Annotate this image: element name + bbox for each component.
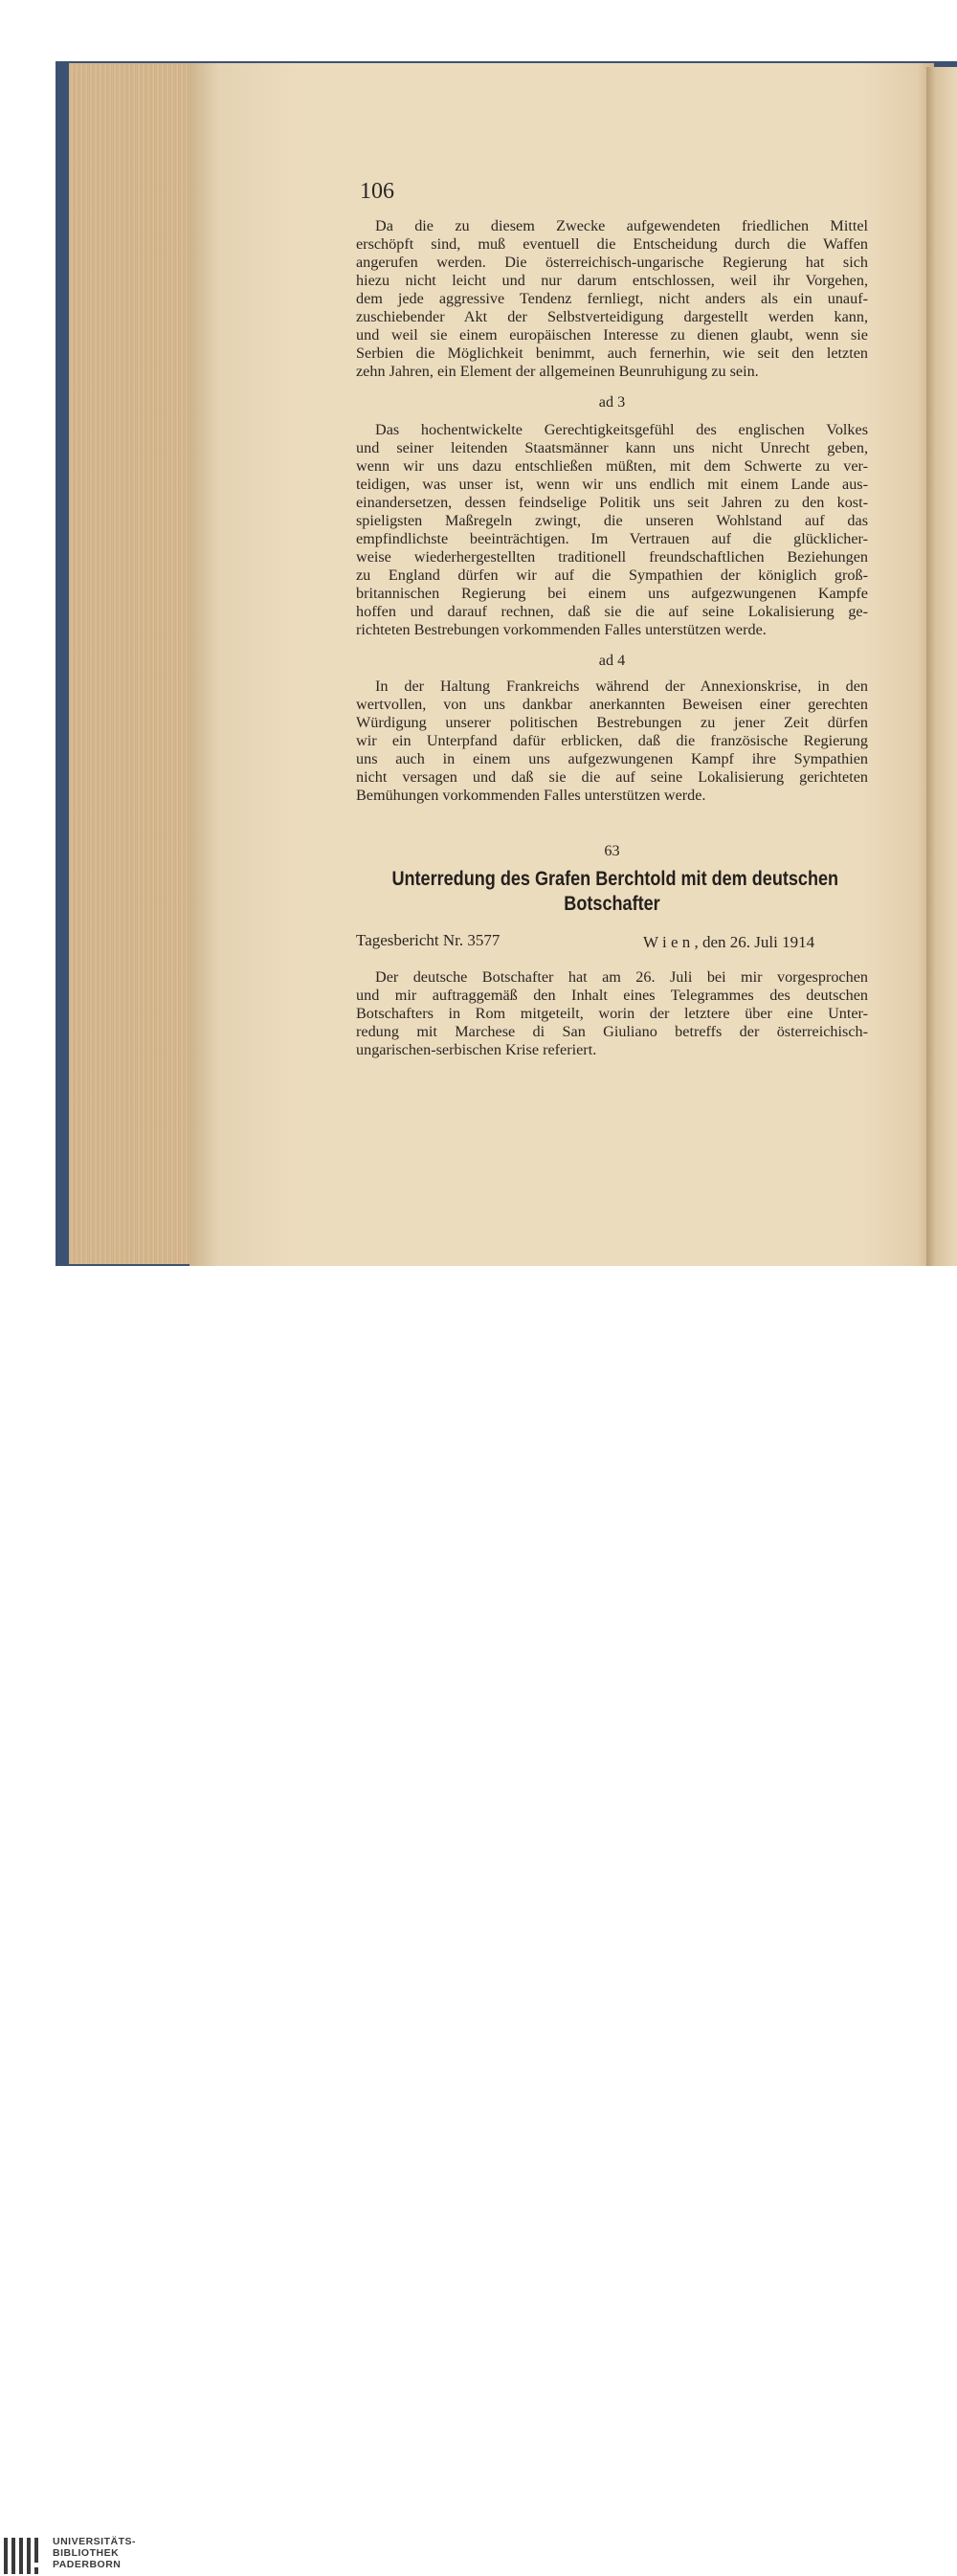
- text-line: Das hochentwickelte Gerechtigkeitsgefühl des englischen Volkes: [375, 421, 868, 438]
- text-line: erschöpft sind, muß eventuell die Entscheidung durch die Waffen: [356, 235, 868, 253]
- page-number: 106: [360, 179, 394, 204]
- text-line: wir ein Unterpfand dafür erblicken, daß die französische Regierung: [356, 732, 868, 749]
- library-footer: [0, 1266, 957, 2570]
- page-text: [0, 0, 957, 1266]
- text-line: teidigen, was unser ist, wenn wir uns endlich mit einem Lande aus-: [356, 476, 868, 493]
- text-line: einandersetzen, dessen feindselige Politik uns seit Jahren zu den kost-: [356, 494, 868, 511]
- text-line: Bemühungen vorkommenden Falles unterstützen werde.: [356, 787, 706, 804]
- text-line: zu England dürfen wir auf die Sympathien der königlich groß-: [356, 566, 868, 584]
- library-name-line-3: PADERBORN: [53, 2559, 122, 2570]
- text-line: angerufen werden. Die österreichisch-ungarische Regierung hat sich: [356, 254, 868, 271]
- text-line: zuschiebender Akt der Selbstverteidigung dargestellt werden kann,: [356, 308, 868, 325]
- text-line: ungarischen-serbischen Krise referiert.: [356, 1041, 597, 1058]
- document-title-line-2: Botschafter: [564, 893, 660, 915]
- library-name-line-1: UNIVERSITÄTS-: [53, 2536, 137, 2547]
- text-line: weise wiederhergestellten traditionell freundschaftlichen Beziehungen: [356, 548, 868, 566]
- text-line: britannischen Regierung bei einem uns aufgezwungenen Kampfe: [356, 585, 868, 602]
- text-line: dem jede aggressive Tendenz fernliegt, nicht anders als ein unauf-: [356, 290, 868, 307]
- text-line: Der deutsche Botschafter hat am 26. Juli bei mir vorgesprochen: [375, 968, 868, 986]
- text-line: wenn wir uns dazu entschließen müßten, mit dem Schwerte zu ver-: [356, 457, 868, 475]
- report-number: Tagesbericht Nr. 3577: [356, 931, 501, 949]
- text-line: Da die zu diesem Zwecke aufgewendeten friedlichen Mittel: [375, 217, 868, 234]
- text-line: hiezu nicht leicht und nur darum entschlossen, weil ihr Vorgehen,: [356, 272, 868, 289]
- text-line: hoffen und darauf rechnen, daß sie die auf seine Lokalisierung ge-: [356, 603, 868, 620]
- section-heading-ad3: ad 3: [598, 393, 626, 411]
- text-line: Serbien die Möglichkeit benimmt, auch fernerhin, wie seit den letzten: [356, 344, 868, 362]
- text-line: nicht versagen und daß sie die auf seine Lokalisierung gerichteten: [356, 768, 868, 786]
- place-date: W i e n , den 26. Juli 1914: [643, 933, 815, 951]
- book-scan: [0, 0, 957, 1266]
- text-line: uns auch in einem uns aufgezwungenen Kampf ihre Sympathien: [356, 750, 868, 767]
- section-heading-ad4: ad 4: [598, 652, 626, 669]
- text-line: redung mit Marchese di San Giuliano betreffs der österreichisch-: [356, 1023, 868, 1040]
- text-line: Würdigung unserer politischen Bestrebungen zu jener Zeit dürfen: [356, 714, 868, 731]
- text-line: richteten Bestrebungen vorkommenden Falles unterstützen werde.: [356, 621, 767, 638]
- text-line: und weil sie einem europäischen Interesse zu dienen glaubt, wenn sie: [356, 326, 868, 344]
- text-line: empfindlichste beeinträchtigen. Im Vertrauen auf die glücklicher-: [356, 530, 868, 547]
- library-name-line-2: BIBLIOTHEK: [53, 2547, 120, 2559]
- document-number: 63: [604, 842, 620, 859]
- text-line: spieligsten Maßregeln zwingt, die unseren Wohlstand auf das: [356, 512, 868, 529]
- text-line: Botschafters in Rom mitgeteilt, worin der letztere über eine Unter-: [356, 1005, 868, 1022]
- library-logo-icon: [4, 2536, 46, 2576]
- text-line: und seiner leitenden Staatsmänner kann uns nicht Unrecht geben,: [356, 439, 868, 456]
- text-line: zehn Jahren, ein Element der allgemeinen Beunruhigung zu sein.: [356, 363, 759, 380]
- text-line: In der Haltung Frankreichs während der Annexionskrise, in den: [375, 677, 868, 695]
- text-line: wertvollen, von uns dankbar anerkannten Beweisen einer gerechten: [356, 696, 868, 713]
- document-title-line-1: Unterredung des Grafen Berchtold mit dem deutschen: [391, 868, 839, 890]
- text-line: und mir auftraggemäß den Inhalt eines Telegrammes des deutschen: [356, 987, 868, 1004]
